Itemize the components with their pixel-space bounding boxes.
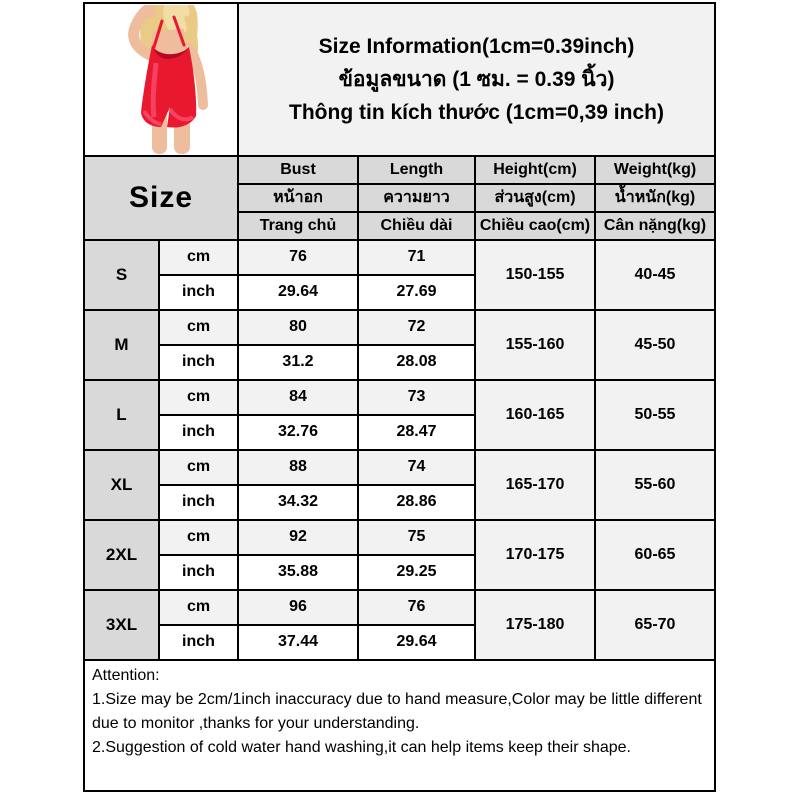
bust-inch-value: 35.88 [238,555,358,590]
size-label: XL [84,450,159,520]
unit-inch: inch [159,555,238,590]
red-dress-model-illustration [86,5,236,154]
product-photo [85,5,237,154]
product-photo-cell [84,3,238,156]
bust-inch-value: 29.64 [238,275,358,310]
length-cm-value: 76 [358,590,475,625]
title-block [238,3,715,156]
col-header-height-en: Height(cm) [475,156,595,184]
col-header-length-vi: Chiều dài [358,212,475,240]
bust-cm-value: 88 [238,450,358,485]
size-header: Size [84,156,238,240]
length-cm-value: 73 [358,380,475,415]
weight-range: 60-65 [595,520,715,590]
height-range: 155-160 [475,310,595,380]
length-cm-value: 72 [358,310,475,345]
attention-heading: Attention: [92,667,160,684]
weight-range: 40-45 [595,240,715,310]
title-th: ข้อมูลขนาด (1 ซม. = 0.39 นิ้ว) [338,68,615,91]
title-en: Size Information(1cm=0.39inch) [318,35,635,58]
col-header-height-th: ส่วนสูง(cm) [475,184,595,212]
attention-line-2: 2.Suggestion of cold water hand washing,it can help items keep their shape. [92,739,631,756]
bust-cm-value: 80 [238,310,358,345]
unit-cm: cm [159,590,238,625]
unit-inch: inch [159,415,238,450]
size-table [83,2,716,661]
col-header-weight-th: น้ำหนัก(kg) [595,184,715,212]
unit-cm: cm [159,450,238,485]
weight-range: 50-55 [595,380,715,450]
size-label: S [84,240,159,310]
size-label: L [84,380,159,450]
unit-cm: cm [159,520,238,555]
height-range: 175-180 [475,590,595,660]
size-label: M [84,310,159,380]
unit-cm: cm [159,380,238,415]
unit-inch: inch [159,345,238,380]
col-header-bust-en: Bust [238,156,358,184]
length-cm-value: 75 [358,520,475,555]
col-header-weight-vi: Cân nặng(kg) [595,212,715,240]
length-inch-value: 29.64 [358,625,475,660]
length-inch-value: 28.86 [358,485,475,520]
title-vi: Thông tin kích thước (1cm=0,39 inch) [289,101,664,124]
bust-cm-value: 92 [238,520,358,555]
col-header-height-vi: Chiều cao(cm) [475,212,595,240]
attention-line-1: 1.Size may be 2cm/1inch inaccuracy due to hand measure,Color may be little different due to monitor ,thanks for your understanding. [92,691,702,732]
length-cm-value: 74 [358,450,475,485]
length-inch-value: 27.69 [358,275,475,310]
unit-inch: inch [159,485,238,520]
bust-inch-value: 34.32 [238,485,358,520]
col-header-weight-en: Weight(kg) [595,156,715,184]
bust-cm-value: 96 [238,590,358,625]
height-range: 165-170 [475,450,595,520]
attention-note [83,659,716,792]
length-inch-value: 29.25 [358,555,475,590]
unit-inch: inch [159,625,238,660]
bust-inch-value: 37.44 [238,625,358,660]
length-inch-value: 28.47 [358,415,475,450]
col-header-length-en: Length [358,156,475,184]
size-label: 2XL [84,520,159,590]
bust-inch-value: 31.2 [238,345,358,380]
bust-inch-value: 32.76 [238,415,358,450]
col-header-length-th: ความยาว [358,184,475,212]
length-inch-value: 28.08 [358,345,475,380]
unit-cm: cm [159,240,238,275]
height-range: 150-155 [475,240,595,310]
length-cm-value: 71 [358,240,475,275]
height-range: 170-175 [475,520,595,590]
weight-range: 45-50 [595,310,715,380]
height-range: 160-165 [475,380,595,450]
weight-range: 65-70 [595,590,715,660]
bust-cm-value: 84 [238,380,358,415]
bust-cm-value: 76 [238,240,358,275]
col-header-bust-vi: Trang chủ [238,212,358,240]
col-header-bust-th: หน้าอก [238,184,358,212]
unit-inch: inch [159,275,238,310]
size-label: 3XL [84,590,159,660]
unit-cm: cm [159,310,238,345]
weight-range: 55-60 [595,450,715,520]
